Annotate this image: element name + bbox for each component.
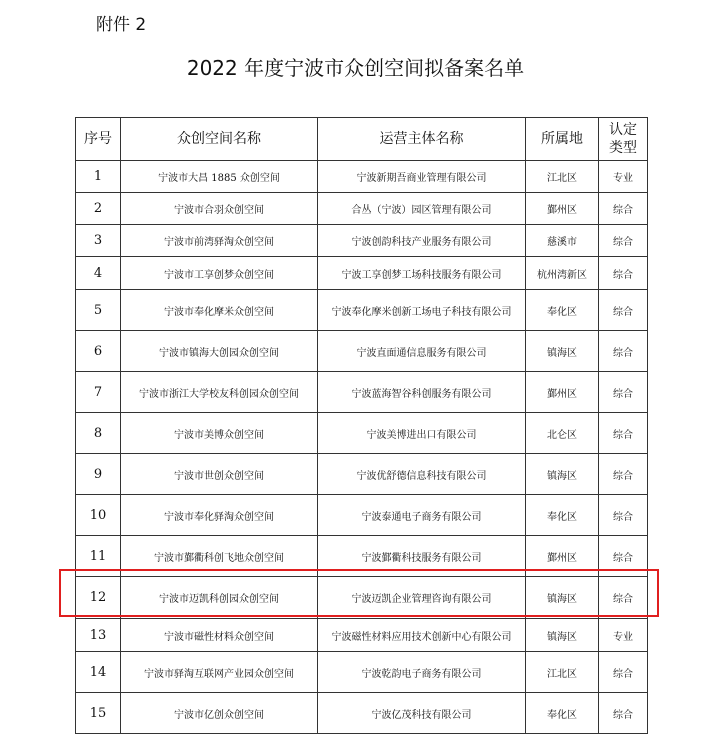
type-cell: 综合 (599, 495, 648, 536)
header-type-label: 认定 类型 (609, 122, 637, 156)
space-name-cell: 宁波市奉化摩米众创空间 (121, 290, 318, 331)
space-name-cell: 宁波市大昌 1885 众创空间 (121, 161, 318, 193)
region-cell: 镇海区 (526, 331, 599, 372)
row-number-cell: 14 (76, 652, 121, 693)
type-cell: 专业 (599, 619, 648, 652)
region-cell: 奉化区 (526, 290, 599, 331)
type-cell: 综合 (599, 257, 648, 290)
space-name-cell: 宁波市亿创众创空间 (121, 693, 318, 734)
operator-name-cell: 宁波优舒德信息科技有限公司 (318, 454, 526, 495)
table-row (76, 225, 648, 257)
table-row (76, 536, 648, 577)
table-row (76, 454, 648, 495)
row-number-cell: 1 (76, 161, 121, 193)
space-name-cell: 宁波市驿淘互联网产业园众创空间 (121, 652, 318, 693)
region-cell: 鄞州区 (526, 536, 599, 577)
space-name-cell: 宁波市奉化驿淘众创空间 (121, 495, 318, 536)
region-cell: 镇海区 (526, 619, 599, 652)
operator-name-cell: 宁波蓝海智谷科创服务有限公司 (318, 372, 526, 413)
operator-name-cell: 宁波工享创梦工场科技服务有限公司 (318, 257, 526, 290)
row-number-cell: 7 (76, 372, 121, 413)
space-name-cell: 宁波市浙江大学校友科创园众创空间 (121, 372, 318, 413)
type-cell: 综合 (599, 225, 648, 257)
table-row (76, 290, 648, 331)
space-name-cell: 宁波市镇海大创园众创空间 (121, 331, 318, 372)
region-cell: 镇海区 (526, 454, 599, 495)
operator-name-cell: 宁波奉化摩米创新工场电子科技有限公司 (318, 290, 526, 331)
space-name-cell: 宁波市世创众创空间 (121, 454, 318, 495)
operator-name-cell: 宁波鄞衢科技服务有限公司 (318, 536, 526, 577)
table-header-row (76, 118, 648, 161)
type-cell: 综合 (599, 413, 648, 454)
row-number-cell: 10 (76, 495, 121, 536)
header-operator-name: 运营主体名称 (318, 118, 526, 161)
table-row (76, 652, 648, 693)
row-number-cell: 4 (76, 257, 121, 290)
operator-name-cell: 宁波新期吾商业管理有限公司 (318, 161, 526, 193)
space-name-cell: 宁波市工享创梦众创空间 (121, 257, 318, 290)
type-cell: 综合 (599, 193, 648, 225)
type-cell: 综合 (599, 372, 648, 413)
row-number-cell: 8 (76, 413, 121, 454)
table-row (76, 372, 648, 413)
type-cell: 综合 (599, 290, 648, 331)
region-cell: 奉化区 (526, 495, 599, 536)
row-number-cell: 13 (76, 619, 121, 652)
row-number-cell: 2 (76, 193, 121, 225)
header-type (599, 118, 648, 161)
table-row (76, 257, 648, 290)
row-number-cell: 3 (76, 225, 121, 257)
region-cell: 鄞州区 (526, 372, 599, 413)
operator-name-cell: 宁波泰通电子商务有限公司 (318, 495, 526, 536)
type-cell: 综合 (599, 454, 648, 495)
table-row (76, 495, 648, 536)
operator-name-cell: 宁波亿茂科技有限公司 (318, 693, 526, 734)
operator-name-cell: 宁波迈凯企业管理咨询有限公司 (318, 577, 526, 619)
header-space-name: 众创空间名称 (121, 118, 318, 161)
space-name-cell: 宁波市鄞衢科创飞地众创空间 (121, 536, 318, 577)
operator-name-cell: 宁波乾韵电子商务有限公司 (318, 652, 526, 693)
attachment-label: 附件 2 (96, 15, 147, 35)
row-number-cell: 12 (76, 577, 121, 619)
row-number-cell: 15 (76, 693, 121, 734)
region-cell: 慈溪市 (526, 225, 599, 257)
space-name-cell: 宁波市迈凯科创园众创空间 (121, 577, 318, 619)
region-cell: 江北区 (526, 652, 599, 693)
table-row (76, 413, 648, 454)
table-row (76, 193, 648, 225)
header-no: 序号 (76, 118, 121, 161)
region-cell: 北仑区 (526, 413, 599, 454)
type-cell: 专业 (599, 161, 648, 193)
header-region: 所属地 (526, 118, 599, 161)
type-cell: 综合 (599, 693, 648, 734)
type-cell: 综合 (599, 577, 648, 619)
row-number-cell: 6 (76, 331, 121, 372)
space-name-cell: 宁波市前湾驿淘众创空间 (121, 225, 318, 257)
record-table (75, 117, 648, 734)
operator-name-cell: 合丛（宁波）园区管理有限公司 (318, 193, 526, 225)
operator-name-cell: 宁波直面通信息服务有限公司 (318, 331, 526, 372)
region-cell: 奉化区 (526, 693, 599, 734)
row-number-cell: 9 (76, 454, 121, 495)
region-cell: 杭州湾新区 (526, 257, 599, 290)
table-row (76, 161, 648, 193)
type-cell: 综合 (599, 536, 648, 577)
table-row (76, 693, 648, 734)
space-name-cell: 宁波市合羽众创空间 (121, 193, 318, 225)
table-row (76, 577, 648, 619)
table-row (76, 331, 648, 372)
region-cell: 江北区 (526, 161, 599, 193)
row-number-cell: 11 (76, 536, 121, 577)
document-title: 2022 年度宁波市众创空间拟备案名单 (186, 56, 525, 80)
space-name-cell: 宁波市美博众创空间 (121, 413, 318, 454)
region-cell: 镇海区 (526, 577, 599, 619)
operator-name-cell: 宁波美博进出口有限公司 (318, 413, 526, 454)
table-row (76, 619, 648, 652)
type-cell: 综合 (599, 652, 648, 693)
operator-name-cell: 宁波磁性材料应用技术创新中心有限公司 (318, 619, 526, 652)
region-cell: 鄞州区 (526, 193, 599, 225)
space-name-cell: 宁波市磁性材料众创空间 (121, 619, 318, 652)
type-cell: 综合 (599, 331, 648, 372)
operator-name-cell: 宁波创韵科技产业服务有限公司 (318, 225, 526, 257)
row-number-cell: 5 (76, 290, 121, 331)
